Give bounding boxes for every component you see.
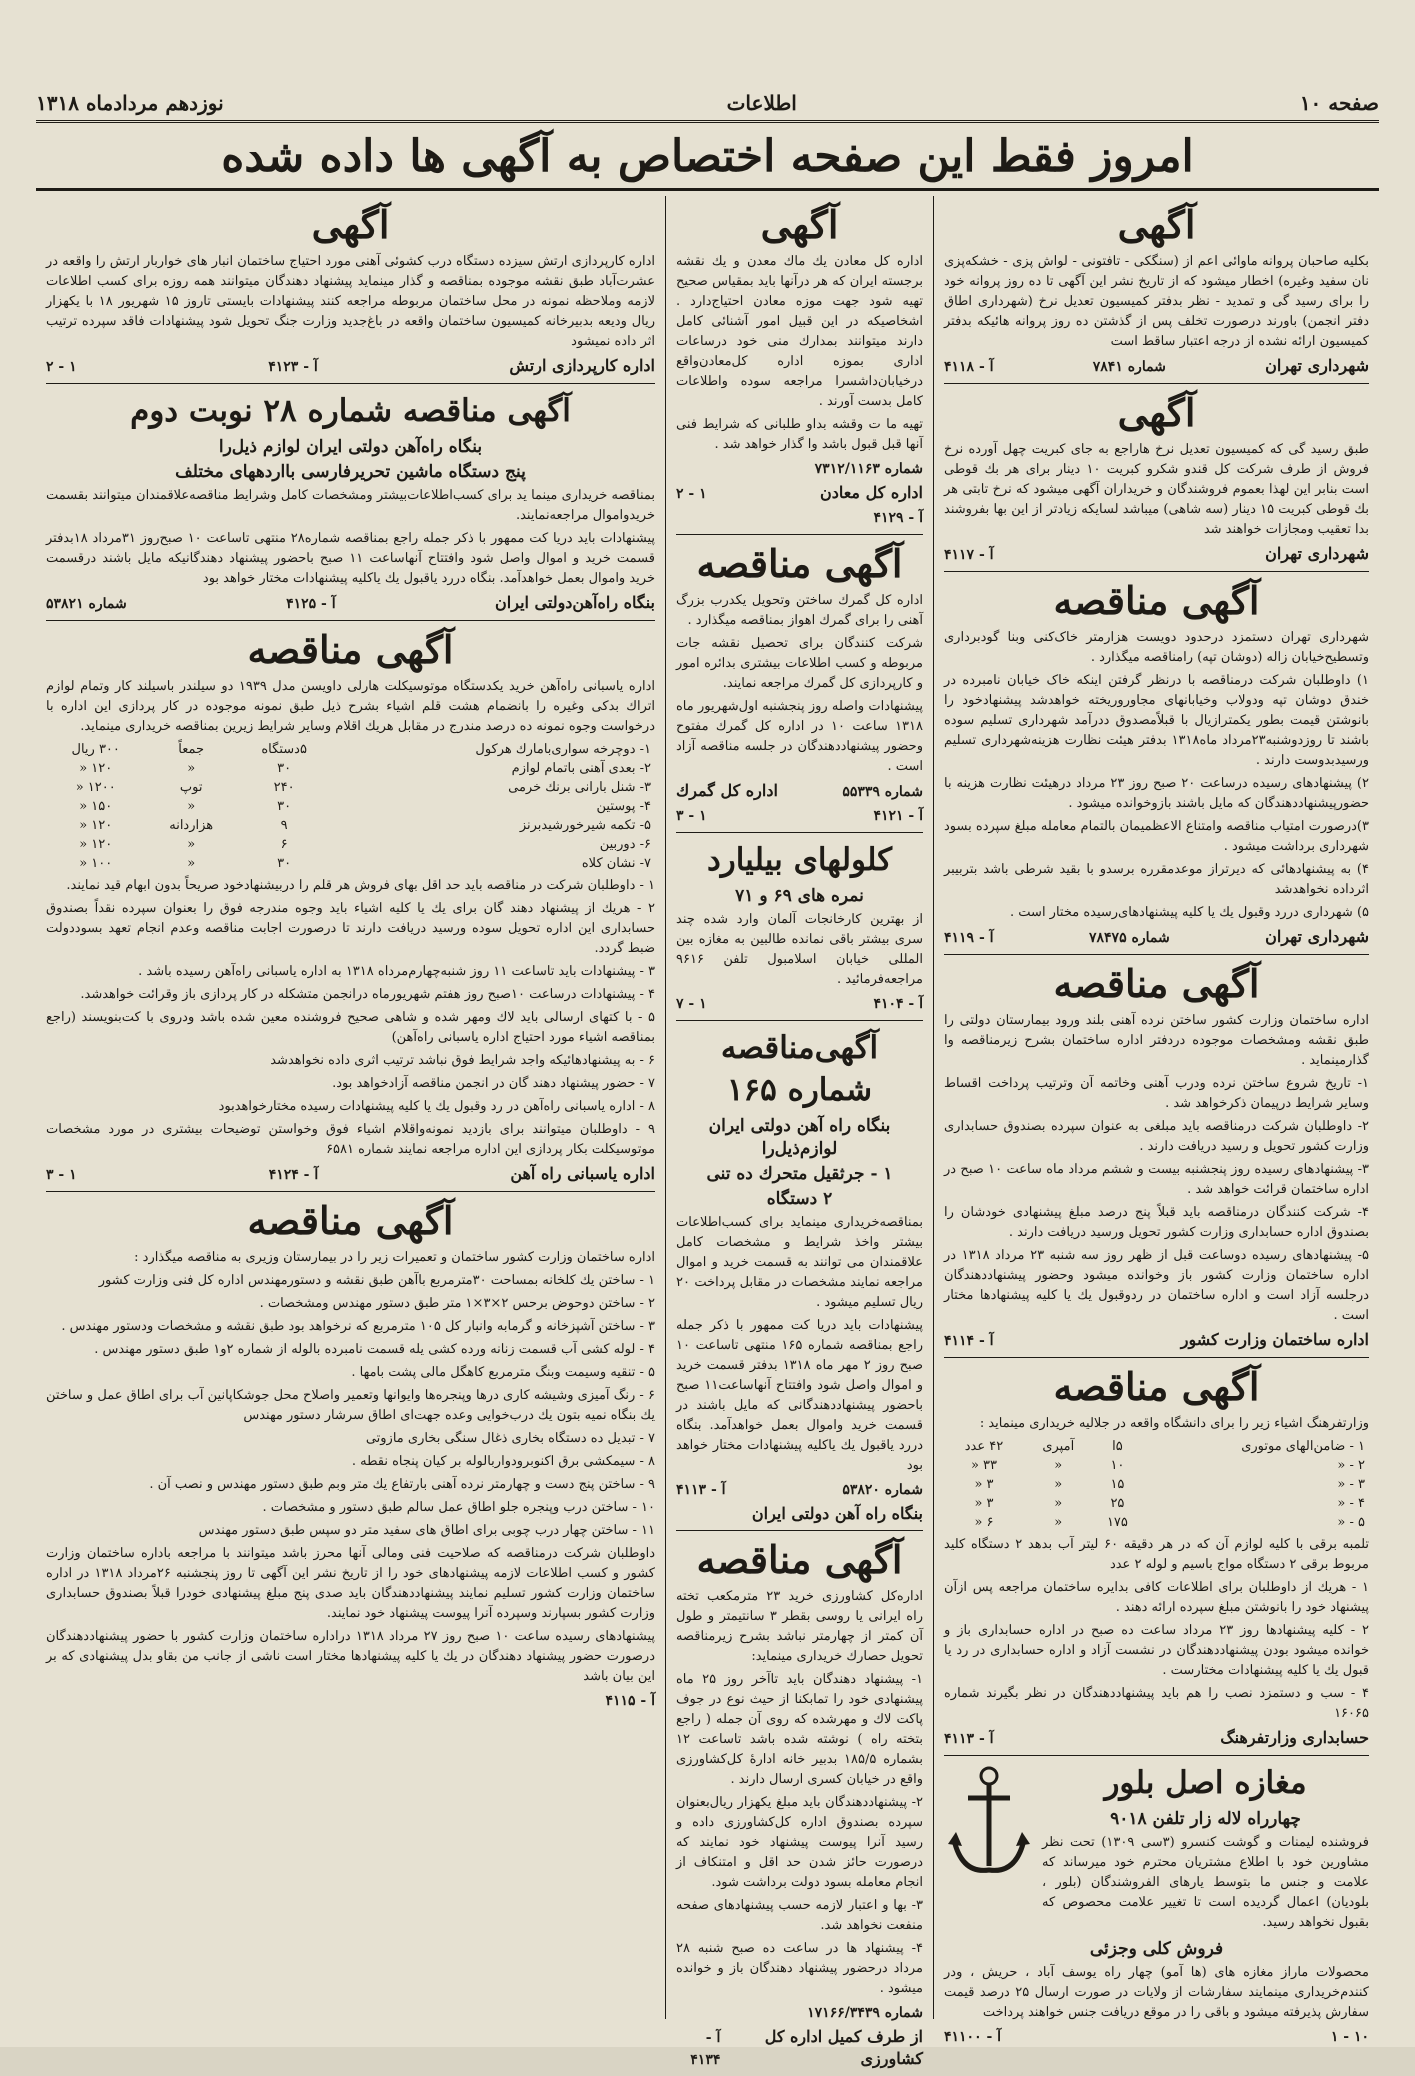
ad-text: ۲- داوطلبان شرکت درمناقصه باید مبلغی به عنوان سپرده بصندوق حسابداری وزارت کشور تحویل و رسید دریافت دارند .: [944, 1119, 1369, 1154]
ad-text: ۵- پیشنهادهای رسیده دوساعت قبل از ظهر روز سه شنبه ۲۳ مرداد ۱۳۱۸ در اداره ساختمان وزارت کشور باز وخوانده میشود وحضور پیشنهاددهندگان درجلسه آزاد است و اداره ساختمان در ردوقبول یك یا کلیه پیشنهادها مختار است .: [944, 1248, 1370, 1323]
table-cell: «: [187, 837, 196, 852]
ad-footer: [46, 355, 655, 378]
table-cell: ۳ - «: [1337, 1477, 1365, 1492]
ad-tender: [944, 572, 1369, 955]
ad-text: شهرداری تهران دستمزد درحدود دویست هزارمتر خاک‌کنی وبنا گودبرداری وتسطیح‌خیابان زاله (دوشان تپه) رامناقصه میگذارد .: [944, 630, 1369, 665]
ad-text: ۷ - تبدیل ده دستگاه بخاری ذغال سنگی بخاری مازوتی: [365, 1431, 655, 1446]
ad-text: ۹ - داوطلبان میتوانند برای بازدید نمونه‌واقلام اشیاء فوق وخواستن توضیحات بیشتری در مورد مشخصات موتوسیکلت بکار پردازی این اداره مراجعه نمایند شماره ۶۵۸۱: [46, 1122, 655, 1157]
table-row: [46, 759, 655, 778]
ad-ref: آ - ۴۱۱۸: [944, 359, 994, 375]
ad-text: ۴) به پیشنهادهائی که دیرتراز موعدمقرره برسدو با بقید شرطی باشد بتربیبر اثرداده نخواهدشد: [944, 862, 1369, 897]
ad-tender: [46, 384, 655, 621]
ad-title: آگهی‌مناقصه شماره ۱۶۵: [720, 1030, 879, 1108]
table-cell: ۳۳ «: [970, 1458, 998, 1473]
ad-ref: آ - ۴۱۱۳: [944, 1731, 994, 1747]
table-cell: ۱۲۰ «: [79, 837, 113, 852]
ad-text: ۳- پیشنهادهای رسیده روز پنجشنبه بیست و ششم مرداد ماه ساعت ۱۰ صبح در اداره ساختمان قرائت خواهد شد .: [944, 1162, 1369, 1197]
ad-footer: [676, 805, 923, 827]
ad-tender: [676, 1531, 923, 2076]
ad-tender: [676, 535, 923, 833]
ad-text: بکلیه صاحبان پروانه ماوائی اعم از (سنگکی - تافتونی - لواش پزی - خشکه‌پزی نان سفید وغیره) اخطار میشود که از تاریخ نشر این آگهی تا ده روز پروانه خود را برای رسید گی و تمدید - نظر بدفتر کمیسیون تعدیل نرخ (شهرداری اطاق دفتر انجمن) باورند درصورت تخلف پس از گذشتن ده روز پروانه هائیکه بدفتر کمیسیون ارائه نشده از درجه اعتبار ساقط است: [944, 254, 1369, 349]
shop-block: [944, 1762, 1369, 1936]
table-cell: ۵ا: [1112, 1439, 1123, 1454]
table-cell: ۴ - «: [1337, 1496, 1365, 1511]
ad-signature: اداره کل معادن: [819, 483, 923, 502]
ad-text: ۶ - به پیشنهادهائیکه واجد شرایط فوق نباشد ترتیب اثری داده نخواهدشد: [270, 1053, 655, 1068]
column-right: [933, 196, 1379, 2045]
ad-subtitle: بنگاه راه آهن دولتی ایران لوازم‌ذیل‌را: [708, 1116, 891, 1159]
table-cell: «: [187, 856, 196, 871]
ad-tender: [46, 621, 655, 1192]
table-cell: ۱۵: [1110, 1477, 1125, 1492]
table-cell: ۱۰: [1110, 1458, 1125, 1473]
ad-text: پیشنهادات باید دریا کت ممهور با ذکر جمله راجع بمناقصه شماره۲۸ منتهی تاساعت ۱۰ صبح‌روز ۳۱مرداد ۱۸بدفتر قسمت خرید و اموال واصل شود وافتتاح آنها‌ساعت ۱۱ صبح باحضور پیشنهاد دهندگانیکه مایل باشند درقسمت خرید واموال بعمل خواهدآمد. بنگاه دررد یاقبول یك یاکلیه پیشنهادات مختار خواهد بود: [46, 531, 655, 586]
table-cell: ۱- دوچرخه سواری‌بامارك هرکول: [475, 742, 651, 757]
ad-text: تهیه ما ت وقشه بداو طلبانی که شرایط فنی آنها قبل قبول باشد وا گذار خواهد شد .: [676, 417, 923, 452]
issue-date: نوزدهم مردادماه ۱۳۱۸: [36, 91, 224, 115]
ad-text: تلمبه برقی با کلیه لوازم آن که در هر دقیقه ۶۰ لیتر آب بدهد ۲ دستگاه کلید مربوط برقی ۲ دستگاه مواج باسیم و لوله ۲ عدد: [944, 1537, 1370, 1572]
table-row: [46, 797, 655, 816]
items-table: [46, 740, 655, 873]
ad-text: ۶ - رنگ آمیزی وشیشه کاری درها وپنجره‌ها وایوانها وتعمیر واصلاح محل جوشکاپانین آب برای اطاق عمل و ساختن یك بنگاه نمیه بتون یك درب‌خوایی وعده جهت‌ای‌ اطاق سرشار دستور مهندس: [46, 1388, 655, 1423]
ad-footer: [676, 1503, 923, 1525]
table-cell: ۱۲۰۰ «: [75, 780, 116, 795]
ad-text: بمناقصه‌خریداری مینماید برای کسب‌اطلاعات بیشتر واخذ شرایط و مشخصات کامل علاقمندان می توانند به قسمت خرید و اموال مراجعه نمایند مشخصات در مقابل پرداخت ۲۰ ریال تسلیم میشود .: [676, 1215, 923, 1310]
ad-text: ۱۱ - ساختن چهار درب چوبی برای اطاق های سفید متر دو سپس طبق دستور مهندس: [198, 1523, 655, 1538]
ad-text: ۱۰ - ساختن درب وپنجره جلو اطاق عمل سالم طبق دستور و مشخصات .: [262, 1500, 655, 1515]
ad-text: ۸ - سیمکشی برق اکنوبرودواربالوله بر کیان پنجاه نقطه .: [351, 1454, 655, 1469]
table-row: [46, 835, 655, 854]
ad-notice: [944, 196, 1369, 384]
ad-number: شماره ۷۸۴۱: [1092, 359, 1166, 375]
ad-title: آگهی: [1117, 390, 1196, 435]
ad-text: اداره کل معادن یك ماك معدن و یك نقشه برجسته ایران که هر درآنها باید بمقیاس صحیح تهیه شود جهت موزه معادن احتیاج‌دارد . اشخاصیکه در این قبیل امور آشنائی کامل دارند میتوانند بمدارك منی خود درساعات اداری بموزه اداره کل‌معادن‌واقع‌ درخیابان‌داشسرا مراجعه سوده واطلاعات کامل بدست آورند .: [676, 254, 923, 409]
ad-footer: [676, 993, 923, 1015]
ad-text: ۵ - تنقیه وسیمت وبنگ مترمربع کاهگل مالی پشت بامها .: [351, 1365, 655, 1380]
masthead: [36, 86, 1379, 123]
ad-text: طبق رسید گی که کمیسیون تعدیل نرخ هاراجع به جای کبریت چهل آورده نرخ فروش از طرف شرکت کل قندو شکرو کبریت ۱۰ دینار برای هر بك قوطی است بنابر این لهذا بعموم فروشندگان و خریداران آگهی میشود که نرخ تابتی هر بك قوطی کبریت ۱۵ دینار (سه شاهی) میباشد لسایکه زیادتر از این بها بفروشند بدا تعقیب ومجازات خواهند شد: [944, 442, 1369, 537]
column-left: [36, 196, 665, 2019]
ad-text: فروشنده لیمنات و گوشت کنسرو (۳سی ۱۳۰۹) تحت نظر مشاورین خود با اطلاع مشتریان محترم خود میرساند که علامت و جنس ما بتوسط یارهای الفروشندگان (بلور ، بلودیان) اعمال گردیده است تا تغییر علامت محصوص که بقبول نخواهد رسید.: [1042, 1835, 1369, 1930]
ad-text: اداره کل گمرك ساختن وتحویل يکدرب بزرگ آهنی را برای گمرك اهواز بمناقصه میگذارد .: [676, 593, 923, 628]
table-cell: «: [1054, 1458, 1063, 1473]
table-cell: ۱۲۰ «: [79, 761, 113, 776]
table-cell: «: [187, 761, 196, 776]
table-row: [46, 854, 655, 873]
ad-extra: ۱ - ۲: [676, 486, 707, 502]
table-cell: ۹: [280, 818, 288, 833]
ad-number: شماره ۵۳۸۲۰: [842, 1482, 923, 1498]
ad-signature: بنگاه راه‌آهن‌دولتی ایران: [495, 593, 655, 612]
ad-tender: [676, 1021, 923, 1531]
table-cell: ۶ «: [974, 1515, 994, 1530]
ad-text: اداره کارپردازی ارتش سیزده دستگاه درب کشوئی آهنی مورد احتیاج ساختمان انبار های خواربار ارتش را واقعه در عشرت‌آباد طبق نقشه موجوده بمناقصه و گذار مینماید پیشنهاد دهندگان میتوانند همه روزه برای کسب اطلاعات لازمه وملاحظه نمونه در محل ساختمان مربوطه مراجعه کنند پیشنهادات بایستی تاروز ۱۵ شهریور ۱۸ با یکهزار ریال ودیعه بدبیرخانه کمیسیون ساختمان واقعه در باغ‌جدید وزارت جنگ تحویل شود پیشنهادات فاقد سپرده ترتیب اثر داده نمیشود: [46, 254, 656, 349]
ad-footer: [944, 926, 1369, 949]
ad-subtitle: فروش کلی وجزئی: [1089, 1939, 1224, 1959]
ad-text: بمناقصه خریداری مینما ید برای کسب‌اطلاعات‌بیشتر ومشخصات کامل وشرایط مناقصه‌علاقمندان میتوانند‌ بقسمت خریدواموال مراجعه‌نمایند.: [46, 488, 655, 523]
ad-footer: [676, 507, 923, 529]
table-cell: ۵دستگاه: [261, 742, 307, 757]
ad-footer: [944, 543, 1369, 566]
ad-ref: آ - ۴۱۲۹: [873, 510, 923, 526]
ad-signature: بنگاه راه آهن دولتی ایران: [751, 1504, 923, 1523]
table-cell: توپ: [179, 780, 203, 795]
table-row: [46, 740, 655, 759]
ad-ref: آ - ۴۱۱۴: [944, 1333, 994, 1349]
table-cell: ۵- تکمه شیرخورشیدبرنز: [519, 818, 651, 833]
ad-number: شماره ۵۳۸۲۱: [46, 596, 127, 612]
ad-notice: [676, 196, 923, 535]
ad-text: ۲ - هریك از پیشنهاد دهند گان برای یك یا کلیه اشیاء باید وجوه مندرجه فوق را بعنوان سپرده نقداً بصندوق حسابداری این اداره تحویل سوده ورسید دریافت دارند تا درصورت اجابت مناقصه وعدم انجام تعهد بسوددولت ضبط گردد.: [46, 901, 655, 956]
ad-number: شماره ۱۷۱۶۶/۳۴۳۹: [807, 2005, 923, 2021]
ad-title: آگهی: [760, 202, 839, 247]
ad-footer: [676, 2026, 923, 2071]
ad-ref: آ - ۴۱۰۴: [873, 996, 923, 1012]
table-cell: ۶: [280, 837, 288, 852]
ad-footer: [46, 1690, 655, 1712]
ad-title: آگهی مناقصه: [247, 627, 454, 672]
ad-ref: آ - ۴۱۲۳: [268, 359, 318, 375]
ad-text: پیشنهادات واصله روز پنجشنبه اول‌شهریور ماه ۱۳۱۸ ساعت ۱۰ در اداره کل گمرك مفتوح وحضور پیشنهاددهندگان در جلسه مناقصه آزاد است .: [676, 699, 923, 774]
ad-title: آگهی مناقصه: [1053, 961, 1260, 1006]
ad-number: ۱۰ - ۱: [1330, 2029, 1369, 2045]
ad-signature: اداره یاسبانی راه آهن: [510, 1164, 655, 1183]
ad-number: شماره ۷۸۴۷۵: [1089, 930, 1170, 946]
ad-footer: [46, 592, 655, 615]
ad-signature: شهرداری تهران: [1265, 356, 1369, 375]
items-table: [944, 1437, 1369, 1532]
table-cell: ۴۲ عدد: [964, 1439, 1004, 1454]
ad-text: ۹ - ساختن پنج دست و چهارمتر نرده آهنی بارتفاع یك متر وبم طبق دستور مهندس و نصب آن .: [149, 1477, 655, 1492]
table-cell: ۲ - «: [1337, 1458, 1365, 1473]
table-cell: ۳ «: [974, 1496, 994, 1511]
ad-footer: [944, 1329, 1369, 1352]
ad-text: پیشنهادهای رسیده ساعت ۱۰ صبح روز ۲۷ مرداد ۱۳۱۸ دراداره ساختمان وزارت کشور با حضور پیشنهاددهندگان درصورت حضور پیشنهاد دهندگان در یك یا کلیه پیشنهادها مختار است ناشی از جانب من بقاو بدل پیشنهادی که بر این بیان باشد: [46, 1629, 656, 1684]
ad-footer: [944, 1727, 1369, 1750]
table-cell: «: [1054, 1496, 1063, 1511]
table-cell: ۲- بعدی آهنی باتمام لوازم: [511, 761, 651, 776]
ad-ref: آ - ۴۱۱۵: [605, 1693, 655, 1709]
table-cell: «: [1054, 1477, 1063, 1492]
ad-text: اداره یاسبانی راه‌آهن خرید یکدستگاه موتوسیکلت هارلی داویسن مدل ۱۹۳۹ دو سیلندر باسیلند کار وتمام لوازم اتراك بدکی وغیره را بانضمام هشت قلم اشیاء بشرح ذیل طبق نمونه موجوده در کار پردازی این اداره با درخواست وجوه نمونه ده درصد مندرج در مقابل هریك اقلام وسایر شرایط زیرین بمناقصه خریداری مینماید.: [46, 679, 655, 734]
ad-text: ۴ - لوله کشی آب قسمت زنانه ورده کشی یله قسمت نامبرده بالوله از شماره ۲و۱ طبق دستور مهندس .: [94, 1342, 655, 1357]
ad-text: ۴- پیشنهاد ها در ساعت ده صبح شنبه ۲۸ مرداد درحضور پیشنهاد دهندگان باز و خوانده میشود .: [676, 1941, 923, 1996]
ad-tender: [944, 955, 1369, 1358]
ad-text: ۲) پیشنهادهای رسیده درساعت ۲۰ صبح روز ۲۳ مرداد درهیئت نظارت هزینه با حضورپیشنهاددهندگان که مایل باشند بازوخوانده میشود .: [944, 776, 1369, 811]
ad-text: ۲- پیشنهاددهندگان باید مبلغ یکهزار ریال‌بعنوان سپرده بصندوق اداره کل‌کشاورزی داده و رسید آنرا پیوست پیشنهاد خود نمایند که درصورت حائز شدن حد اقل و امتنکاف از انجام معامله بسود دولت برداشت شود.: [676, 1795, 923, 1890]
table-cell: ۱۵۰ «: [79, 799, 113, 814]
ad-title: آگهی مناقصه: [1053, 1364, 1260, 1409]
table-row: [944, 1456, 1369, 1475]
ad-text: ۱- پیشنهاد دهندگان باید تاآخر روز ۲۵ ماه پیشنهادی خود را تمابکنا از حیث نوع در جوف پاکت لاك و مهرشده که روی آن جمله ( راجع بتخته راه ) نوشته شده باشد تاساعت ۱۲ بشماره ۱۸۵/۵ بدبیر خانه ادارهٔ کل‌کشاورزی واقع در خیابان کسری ارسال دارند .: [676, 1672, 923, 1787]
ad-item: ۲ دستگاه: [766, 1189, 833, 1209]
ad-subtitle: بنگاه راه‌آهن دولتی ایران لوازم ذیل‌را: [218, 437, 483, 457]
table-row: [944, 1513, 1369, 1532]
ad-text: داوطلبان شرکت درمناقصه که صلاحیت فنی ومالی آنها محرز باشد میتوانند با مراجعه باداره ساختمان وزارت کشور و کسب اطلاعات لازمه پیشنهادهای خود را از تاریخ نشر این آگهی تا روز پنجشنبه ۲۶مرداد ۱۳۱۸ در اداره ساختمان وزارت کشور تسلیم نمایند پیشنهاددهندگان باید صدی پنج مبلغ پیشنهادی خودرا قبلاً بصندوق حسابداری وزارت کشور بسپارند وسپرده آنرا پیوست پیشنهاد خود نمایند.: [46, 1546, 656, 1621]
ad-text: ۱ - هریك از داوطلبان برای اطلاعات کافی بدایره ساختمان مراجعه پس ازآن پیشنهاد خود را بانوشتن مبلغ سپرده ارائه دهند .: [944, 1580, 1369, 1615]
table-cell: ۷- نشان کلاه: [581, 856, 651, 871]
ad-text: ۳ - پیشنهادات باید تاساعت ۱۱ روز شنبه‌چهارم‌مرداه ۱۳۱۸ به اداره یاسبانی راه‌آهن رسیده باشد .: [138, 964, 655, 979]
table-cell: ۴- پوستین: [596, 799, 651, 814]
table-cell: «: [1054, 1515, 1063, 1530]
ad-number: ۱ - ۳: [46, 1167, 77, 1183]
ad-title: آگهی مناقصه: [1053, 578, 1260, 623]
ad-title: کلولهای بیلیارد: [706, 842, 893, 878]
ad-signature: شهرداری تهران: [1265, 927, 1369, 946]
ad-text: ۲ - ساختن دوحوض برحس ۲×۳×۱ متر طبق دستور مهندس ومشخصات .: [259, 1296, 655, 1311]
ad-text: ۳ - ساختن آشپزخانه و گرمابه وانبار کل ۱۰۵ مترمربع که نرخواهد بود طبق نقشه و مشخصات ودستور مهندس .: [61, 1319, 655, 1334]
ad-text: اداره ساختمان وزارت کشور ساختن نرده آهنی بلند ورود بیمارستان دولتی را طبق نقشه ومشخصات موجوده دردفتر اداره ساختمان بشرح زیرمناقصه وا گذارمینماید .: [944, 1013, 1369, 1068]
ad-subtitle: پنج دستگاه ماشین تحریرفارسی بااردههای مختلف: [175, 462, 526, 482]
table-row: [944, 1475, 1369, 1494]
ad-signature: شهرداری تهران: [1265, 544, 1369, 563]
ad-text: ۴ - پیشنهادات درساعت ۱۰صبح روز هفتم شهریورماه درانجمن متشکله در کار پردازی باز وقرائت خواهدشد.: [80, 987, 655, 1002]
ad-ref: آ - ۴۱۲۵: [286, 596, 336, 612]
ad-footer: [944, 355, 1369, 378]
ad-item: ۱ - جرثقیل متحرك ده تنی: [706, 1164, 893, 1184]
ad-signature: از طرف کمیل اداره کل کشاورزی: [764, 2027, 923, 2068]
shop-text: [1042, 1762, 1369, 1936]
ad-product: [676, 833, 923, 1021]
ad-footer: [676, 458, 923, 480]
table-cell: ۵ - «: [1337, 1515, 1365, 1530]
ad-shop: [944, 1756, 1369, 2053]
ad-title: آگهی مناقصه: [247, 1198, 454, 1243]
ad-text: ۴- شرکت کنندگان درمناقصه باید قبلاً پنج درصد مبلغ پیشنهادی خودشان را بصندوق اداره حسابداری وزارت کشور تحویل ورسید دریافت دارند .: [944, 1205, 1369, 1240]
table-cell: ۶- دوربین: [599, 837, 651, 852]
ad-title: مغازه اصل بلور: [1104, 1765, 1307, 1801]
ad-text: ۷ - حضور پیشنهاد دهند گان در انجمن مناقصه آزادخواهد بود.: [332, 1076, 655, 1091]
ad-notice: [944, 384, 1369, 572]
ad-number: شماره ۵۵۳۳۹: [842, 784, 923, 800]
ad-ref: آ - ۴۱۱۳: [676, 1482, 726, 1498]
paper-name: اطلاعات: [726, 91, 797, 115]
ad-title: آگهی مناقصه: [696, 1537, 903, 1582]
ad-signature: اداره کارپردازی ارتش: [509, 356, 655, 375]
table-cell: ۳۰: [277, 856, 292, 871]
ad-text: اداره‌کل کشاورزی خرید ۲۳ مترمکعب تخته راه ایرانی یا روسی بقطر ۳ سانتیمتر و طول آن کمتر از چهارمتر نباشد بشرح زیرمناقصه تحویل حصارك خریداری مینماید:: [676, 1589, 923, 1664]
ad-title: آگهی: [311, 202, 390, 247]
ad-extra: ۱ - ۳: [676, 808, 707, 824]
page-label: صفحه ۱۰: [1299, 91, 1379, 115]
ad-text: وزارتفرهنگ اشیاء زیر را برای دانشگاه واقعه در جلالیه خریداری مینماید :: [979, 1416, 1369, 1431]
ad-text: ۱- تاریخ شروع ساختن نرده ودرب آهنی وخاتمه آن وترتیب پرداخت اقساط وسایر شرایط درپیمان ذکرخواهد شد .: [944, 1076, 1369, 1111]
ad-ref: آ - ۴۱۳۴: [690, 2030, 721, 2068]
table-cell: ۳- شنل بارانی برنك خرمی: [508, 780, 651, 795]
ad-text: ۳)درصورت امتیاب مناقصه وامتناع الاعظمیمان بالتمام معامله مبلغ سپرده بسود شهرداری برداشت میشود .: [944, 819, 1369, 854]
table-cell: جمعاً: [178, 742, 205, 757]
table-cell: ۳۰: [277, 761, 292, 776]
ad-text: ۳- بها و اعتبار لازمه حسب پیشنهادهای صفحه منفعت نخواهد شد.: [676, 1898, 923, 1933]
ad-subtitle: چهارراه لاله زار تلفن ۹۰۱۸: [1110, 1809, 1301, 1829]
table-cell: «: [187, 799, 196, 814]
ad-text: پیشنهادات باید دریا کت ممهور با ذکر جمله راجع بمناقصه شماره ۱۶۵ منتهی تاساعت ۱۰ صبح روز ۲ مهر ماه ۱۳۱۸ بدفتر قسمت خرید و اموال واصل شود وافتتاح آنهاساعت۱۱ صبح باحضور پیشنهاددهندگانی که مایل باشند در قسمت خرید واموال بعمل خواهدآمد. بنگاه دررد یاقبول یك یاکلیه پیشنهادات مختار خواهد بود: [676, 1318, 923, 1473]
ad-tender: [944, 1358, 1369, 1756]
ad-ref: آ - ۴۱۱۰۰: [944, 2029, 1002, 2045]
ad-number: ۱ - ۷: [676, 996, 707, 1012]
table-cell: ۱۲۰ «: [79, 818, 113, 833]
ad-text: ۵) شهرداری دررد وقبول یك یا کلیه پیشنهادهای‌رسیده مختار است .: [1010, 905, 1369, 920]
table-row: [46, 778, 655, 797]
ad-footer: [676, 1479, 923, 1501]
table-row: [46, 816, 655, 835]
ad-title: آگهی مناقصه: [696, 541, 903, 586]
ad-tender: [46, 1192, 655, 1717]
ad-ref: آ - ۴۱۲۴: [268, 1167, 319, 1183]
ad-text: از بهترین کارخانجات آلمان وارد شده چند سری بیشتر باقی نمانده طالبین به مغازه بین المللی خیابان اسلامبول تلفن ۹۶۱۶ مراجعه‌فرمائید .: [676, 912, 923, 987]
table-cell: هزاردانه: [169, 818, 214, 833]
table-cell: ۱۷۵: [1106, 1515, 1128, 1530]
ad-number: ۱ - ۲: [46, 359, 77, 375]
table-cell: ۲۴۰: [273, 780, 295, 795]
ad-title: آگهی مناقصه شماره ۲۸ نوبت دوم: [130, 393, 571, 429]
ad-text: ۸ - اداره یاسبانی راه‌آهن در رد وقبول یك یا کلیه پیشنهادات رسیده مختارخواهدبود: [218, 1099, 655, 1114]
table-cell: ۳۰۰ ریال: [71, 742, 120, 757]
table-cell: ۳۰: [277, 799, 292, 814]
ad-ref: آ - ۴۱۱۹: [944, 930, 994, 946]
ad-text: ۵ - با کتهای ارسالی باید لاك ومهر شده و شاهی صحیح فروشنده معین شده باشد ودروی‌ با کت‌بنویسند (راجع بمناقصه اشیاء مورد احتیاج اداره یاسبانی راه‌آهن): [46, 1010, 655, 1045]
table-cell: ۱۰۰ «: [79, 856, 113, 871]
ad-signature: حسابداری وزارتفرهنگ: [1220, 1728, 1369, 1747]
table-cell: ۱ - ضامن‌الهای موتوری: [1241, 1439, 1365, 1454]
ad-text: ۴ - سب و دستمزد نصب را هم باید پیشنهاددهندگان در نظر بگیرند شماره ۱۶۰۶۵: [944, 1686, 1369, 1721]
ad-number: شماره ۷۳۱۲/۱۱۶۳: [814, 461, 923, 477]
ad-footer: [46, 1163, 655, 1186]
ad-text: شرکت کنندگان برای تحصیل نقشه جات مربوطه و کسب اطلاعات بیشتری بدائره امور و کارپردازی کل گمرك مراجعه نمایند.: [676, 636, 923, 691]
ad-text: ۱) داوطلبان شرکت درمناقصه با درنظر گرفتن اینکه خاک خیابان نامبرده در خندق دوشان تپه ودولاب وخیابانهای مجاوروریخته خواهدشد پیشنهادخود را بانوشتن قیمت بطور یکمترازیال با قبلاًمصدوق ددرآمد شهرداری تسلیم سوده باشند تا روزدوشنبه۲۳مرداد ماه۱۳۱۸ بدفتر هیئت نظارت هزینه‌شهرداری تسلیم ورسیدبدوست دارند .: [944, 673, 1369, 768]
ad-footer: [676, 780, 923, 803]
table-row: [944, 1437, 1369, 1456]
column-middle: [665, 196, 933, 2068]
ad-text: اداره ساختمان وزارت کشور ساختمان و تعمیرات زیر را در بیمارستان وزیری به مناقصه میگذارد :: [134, 1250, 655, 1265]
table-cell: ۲۵: [1110, 1496, 1125, 1511]
ad-title: آگهی: [1117, 202, 1196, 247]
table-cell: آمپری: [1042, 1439, 1075, 1454]
ad-ref: آ - ۴۱۱۷: [944, 547, 994, 563]
ad-footer: [676, 2002, 923, 2024]
ad-text: ۱ - ساختن یك کلخانه بمساحت ۳۰مترمربع باآهن طبق نقشه و دستورمهندس اداره کل فنی وزارت کشور: [98, 1273, 655, 1288]
ad-text: ۱ - داوطلبان شرکت در مناقصه باید حد اقل بهای فروش هر قلم را دربیشنهادخود صریحاً بدون ابهام قید نمایند.: [66, 878, 655, 893]
ad-subtitle: نمره های ۶۹ و ۷۱: [735, 886, 864, 906]
anchor-logo-icon: [944, 1762, 1034, 1882]
ad-text: محصولات ماراز مغازه های (ها آمو) چهار راه یوسف آباد ، حریش ، ودر کنندم‌خریداری‌ مینمایند سفارشات از ولایات در صورت ارسال ۲۵ درصد قیمت سفارش پذیرفته میشود و باقی را در موقع دریافت جنس خواهند پرداخت: [944, 1965, 1369, 2020]
ad-signature: اداره کل گمرك: [676, 781, 778, 800]
ad-signature: اداره ساختمان وزارت کشور: [1180, 1330, 1369, 1349]
page-banner: امروز فقط این صفحه اختصاص به آگهی ها داده شده: [36, 126, 1379, 191]
ad-footer: [944, 2026, 1369, 2048]
ad-ref: آ - ۴۱۲۱: [873, 808, 923, 824]
ad-footer: [676, 482, 923, 505]
table-cell: ۳ «: [974, 1477, 994, 1492]
ad-notice: [46, 196, 655, 384]
table-row: [944, 1494, 1369, 1513]
ad-text: ۲ - کلیه پیشنهادها روز ۲۳ مرداد ساعت ده صبح در اداره حسابداری باز و خوانده میشود بودن پیشنهاددهندگان در نشست آزاد و اداره حسابداری در رد یا قبول یك یا کلیه پیشنهادات مختارست .: [944, 1623, 1370, 1678]
